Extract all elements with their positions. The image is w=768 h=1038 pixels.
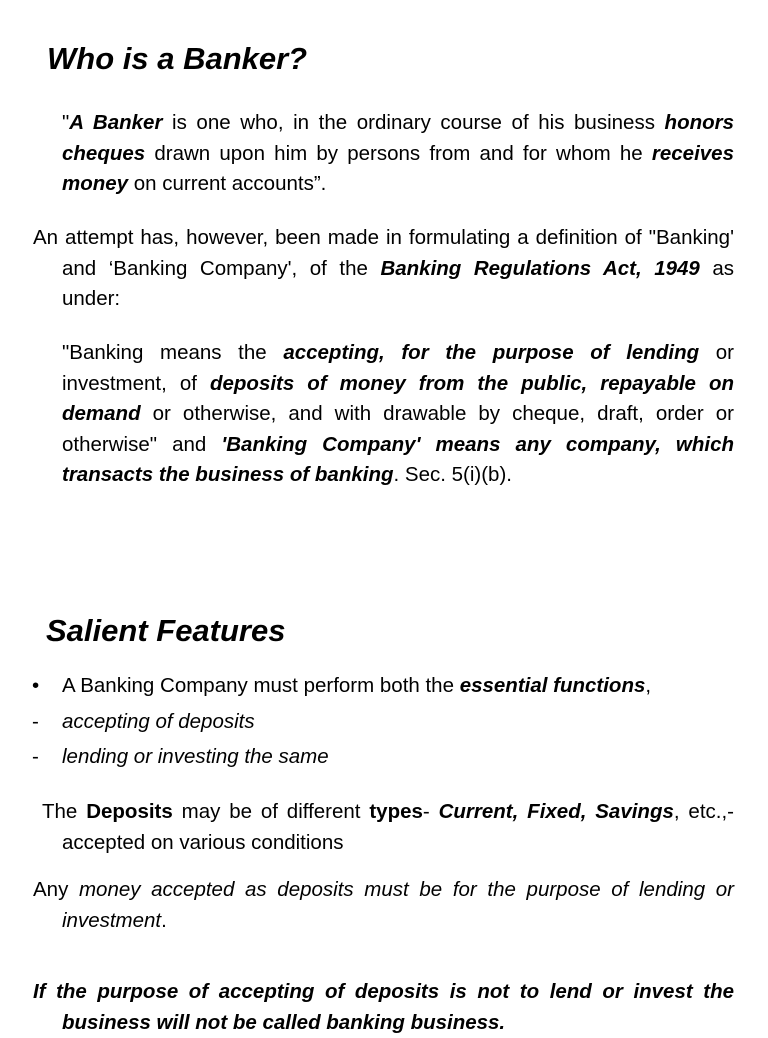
- dash-marker-icon: -: [32, 710, 39, 733]
- term-deposits: Deposits: [86, 800, 173, 823]
- quote-open: ": [62, 111, 70, 134]
- term-deposit-kinds: Current, Fixed, Savings: [438, 800, 674, 823]
- term-money-accepted: money accepted as deposits must be for the purpose of lending or investment: [62, 878, 734, 932]
- bullet-text-1: A Banking Company must perform both the: [62, 674, 460, 697]
- money-text-2: .: [161, 908, 167, 932]
- definition-text-4: . Sec. 5(i)(b).: [393, 463, 512, 486]
- conclusion-paragraph: If the purpose of accepting of deposits is not to lend or invest the business will not be called banking business.: [33, 980, 734, 1034]
- bullet-essential-functions: [32, 671, 651, 701]
- term-deposits-of-money: deposits of money from the public, repayable on demand: [62, 371, 735, 425]
- term-banking-company-means: 'Banking Company' means any company, which transacts the business of banking: [62, 432, 735, 486]
- dash-item-lending-investing: [32, 742, 329, 772]
- deposits-text-1: The: [42, 800, 87, 823]
- term-types: types: [369, 800, 423, 823]
- bullet-dot-icon: •: [32, 674, 40, 697]
- deposits-text-4: , etc.,- accepted on various conditions: [62, 800, 734, 854]
- attempt-text-1: An attempt has, however, been made in formulating a definition of "Banking' and ‘Banking Company', of the: [33, 226, 734, 280]
- quote-text-3: on current accounts”.: [128, 172, 327, 195]
- dash-marker-icon: -: [32, 745, 39, 768]
- definition-text-2: or investment, of: [62, 341, 734, 395]
- quote-text-2: drawn upon him by persons from and for whom he: [145, 141, 652, 165]
- banker-quote-paragraph: [62, 108, 734, 200]
- deposits-text-2: may be of different: [172, 800, 370, 823]
- attempt-paragraph: [33, 223, 734, 315]
- term-essential-functions: essential functions: [459, 674, 646, 697]
- bullet-text-2: ,: [645, 674, 652, 697]
- term-honors-cheques: honors cheques: [62, 111, 735, 165]
- term-banking-regulations-act: Banking Regulations Act, 1949: [380, 256, 700, 280]
- term-a-banker: A Banker: [69, 111, 163, 134]
- section-title-salient-features: Salient Features: [46, 613, 286, 648]
- deposits-text-3: -: [422, 800, 439, 823]
- dash-item-text: accepting of deposits: [62, 710, 255, 733]
- attempt-text-2: as under:: [62, 256, 734, 310]
- money-text-1: Any: [33, 878, 79, 901]
- deposits-types-paragraph: [33, 797, 734, 858]
- definition-text-3: or otherwise, and with drawable by cheque, draft, order or otherwise" and: [62, 402, 734, 456]
- money-purpose-paragraph: [33, 875, 734, 936]
- dash-item-accepting-deposits: [32, 707, 255, 737]
- term-accepting-for-lending: accepting, for the purpose of lending: [283, 341, 700, 364]
- quote-text-1: is one who, in the ordinary course of his business: [162, 111, 665, 134]
- term-receives-money: receives money: [62, 141, 734, 195]
- definition-text-1: "Banking means the: [62, 341, 284, 364]
- banking-definition-paragraph: [62, 338, 734, 491]
- section-title-who-is-banker: Who is a Banker?: [47, 41, 308, 76]
- dash-item-text: lending or investing the same: [62, 745, 329, 768]
